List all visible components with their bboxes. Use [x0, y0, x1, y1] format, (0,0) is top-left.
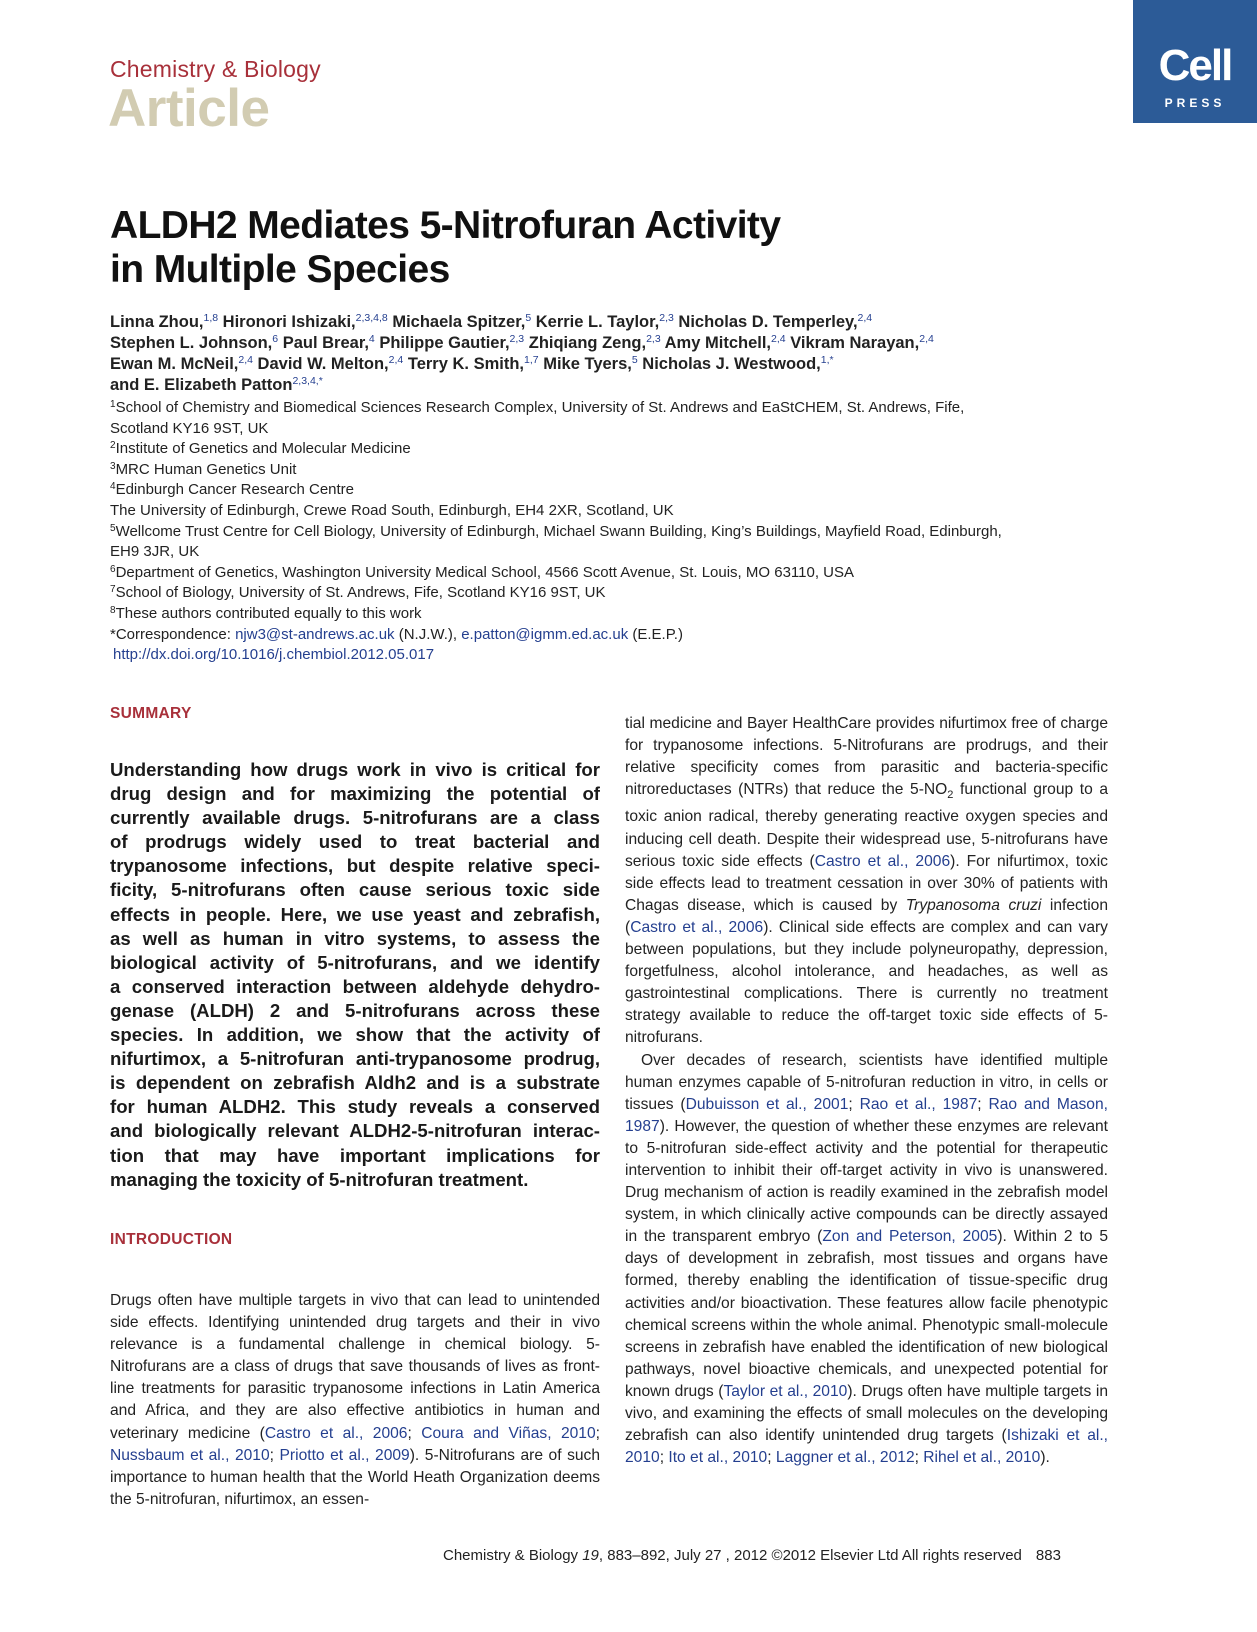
article-title [110, 204, 1010, 292]
citation-link[interactable]: Coura and Viñas, 2010 [421, 1424, 596, 1442]
affiliation-line [110, 480, 1110, 501]
paragraph: Over decades of research, scientists have identified multiple human enzymes capable of 5-nitrofuran reduction in vitro, in cells or tissues (Dubuisson et al., 2001; Rao et al., 1987; Rao and Mason, 1987). However, the question of whether these enzymes are relevant to 5-nitrofuran side-effect activity and the potential for therapeutic intervention to inhibit their off-target activity in vivo is unanswered. Drug mechanism of action is readily examined in the zebrafish model system, in which clinically active compounds can be directly assayed in the transparent embryo (Zon and Peterson, 2005). Within 2 to 5 days of development in zebrafish, most tissues and organs have formed, thereby enabling the identification of tissue-specific drug activities and/or bioactivation. These features allow facile phenotypic chemical screens within the whole animal. Phenotypic small-molecule screens in zebrafish have enabled the identification of new biological pathways, novel bioactive chemicals, and unexpected potential for known drugs (Taylor et al., 2010). Drugs often have multiple targets in vivo, and examining the effects of small molecules on the developing zebrafish can also identify unintended drug targets (Ishizaki et al., 2010; Ito et al., 2010; Laggner et al., 2012; Rihel et al., 2010). [625, 1051, 1108, 1467]
summary-line: Understanding how drugs work in vivo is critical for [110, 759, 600, 780]
author-affiliation-marker[interactable]: 2,4 [857, 312, 873, 324]
summary-line: a conserved interaction between aldehyde dehydro- [110, 975, 600, 997]
author-name: Ewan M. McNeil, [110, 355, 239, 373]
author-affiliation-marker[interactable]: 2,4 [238, 354, 253, 366]
author-affiliation-marker[interactable]: 1,* [820, 354, 834, 366]
author-affiliation-marker[interactable]: 2,3,4,* [292, 375, 323, 387]
right-column-body [625, 713, 1108, 1469]
citation-link[interactable]: Zon and Peterson, 2005 [822, 1228, 998, 1246]
logo-main-text: Cell [1158, 41, 1232, 90]
summary-body [110, 758, 600, 1192]
summary-line: and biologically relevant ALDH2-5-nitrofuran interac- [110, 1120, 600, 1142]
author-name: Linna Zhou, [110, 313, 204, 331]
author-line [110, 354, 1110, 375]
affiliation-number: 5 [110, 522, 116, 534]
summary-line: effects in people. Here, we use yeast and zebrafish, [110, 903, 600, 925]
author-affiliation-marker[interactable]: 2,3 [659, 312, 674, 324]
affiliation-line [110, 563, 1110, 584]
summary-line: biological activity of 5-nitrofurans, and we identify [110, 951, 600, 973]
citation-link[interactable]: Rao and Mason, 1987 [625, 1095, 1108, 1135]
affiliation-text: These authors contributed equally to this work [115, 604, 422, 622]
paragraph: Drugs often have multiple targets in vivo that can lead to unintended side effects. Identifying unintended drug targets and their in vivo relevance is a fundamental challenge in chemical biology. 5-Nitrofurans are a class of drugs that save thousands of lives as front-line treatments for parasitic trypanosome infections in Latin America and Africa, and they are also effective antibiotics in human and veterinary medicine (Castro et al., 2006; Coura and Viñas, 2010; Nussbaum et al., 2010; Priotto et al., 2009). 5-Nitrofurans are of such importance to human health that the World Heath Organization deems the 5-nitrofuran, nifurtimox, an essen- [110, 1292, 601, 1508]
author-list [110, 312, 1110, 396]
affiliation-number: 3 [110, 460, 116, 472]
affiliation-number: 1 [110, 399, 116, 410]
citation-link[interactable]: Rihel et al., 2010 [923, 1449, 1041, 1467]
author-name: Nicholas D. Temperley, [673, 313, 858, 331]
citation-link[interactable]: Laggner et al., 2012 [775, 1449, 915, 1467]
summary-line: of prodrugs widely used to treat bacterial and [110, 831, 600, 853]
summary-line: trypanosome infections, but despite relative speci- [110, 855, 600, 877]
affiliations [110, 398, 1110, 666]
author-affiliation-marker[interactable]: 2,4 [919, 333, 934, 345]
citation-link[interactable]: Taylor et al., 2010 [723, 1382, 848, 1400]
affiliation-line [110, 439, 1110, 460]
author-name: Mike Tyers, [538, 355, 632, 373]
author-line [110, 375, 1110, 396]
correspondence-line [110, 625, 1110, 646]
correspondence-initials: (E.E.P.) [628, 625, 683, 643]
summary-heading: SUMMARY [110, 705, 192, 722]
affiliation-number: 4 [110, 481, 116, 493]
affiliation-number: 7 [110, 584, 116, 596]
author-line [110, 333, 1110, 354]
author-affiliation-marker[interactable]: 4 [368, 333, 375, 345]
author-affiliation-marker[interactable]: 2,4 [388, 354, 404, 366]
citation-link[interactable]: Castro et al., 2006 [630, 918, 764, 936]
summary-line: as well as human in vitro systems, to assess the [110, 927, 600, 949]
citation-link[interactable]: Dubuisson et al., 2001 [685, 1095, 849, 1113]
summary-line: species. In addition, we show that the activity of [110, 1024, 600, 1046]
author-name: Michaela Spitzer, [387, 313, 526, 331]
author-affiliation-marker[interactable]: 1,8 [203, 312, 219, 324]
affiliation-text: School of Biology, University of St. Andrews, Fife, Scotland KY16 9ST, UK [115, 584, 606, 602]
author-name: Vikram Narayan, [785, 334, 920, 352]
author-name: Nicholas J. Westwood, [637, 355, 821, 373]
author-affiliation-marker[interactable]: 2,3 [509, 333, 525, 345]
author-name: and E. Elizabeth Patton [110, 376, 293, 394]
author-affiliation-marker[interactable]: 5 [631, 354, 638, 366]
paragraph: tial medicine and Bayer HealthCare provides nifurtimox free of charge for trypanosome infections. 5-Nitrofurans are prodrugs, and their relative specificity comes from parasitic and bacteria-specific nitroreductases (NTRs) that reduce the $5-NO_2$ functional group to a toxic anion radical, thereby generating reactive oxygen species and inducing cell death. Despite their widespread use, 5-nitrofurans have serious toxic side effects (Castro et al., 2006). For nifurtimox, toxic side effects lead to treatment cessation in over 30% of patients with Chagas disease, which is caused by Trypanosoma cruzi infection (Castro et al., 2006). Clinical side effects are complex and can vary between populations, but they include polyneuropathy, depression, forgetfulness, alcohol intolerance, and headaches, as well as gastrointestinal complications. There is currently no treatment strategy available to reduce the off-target toxic side effects of 5-nitrofurans. [625, 715, 1108, 1047]
footer-citation: , 883–892, July 27 , 2012 ©2012 Elsevier Ltd All rights reserved [598, 1547, 1022, 1564]
correspondence-label: *Correspondence: [110, 625, 236, 643]
citation-link[interactable]: Rao et al., 1987 [859, 1095, 978, 1113]
footer-volume: 19 [582, 1547, 599, 1564]
summary-line: is dependent on zebrafish Aldh2 and is a substrate [110, 1072, 600, 1094]
author-name: Terry K. Smith, [403, 355, 524, 373]
affiliation-text: Scotland KY16 9ST, UK [110, 419, 269, 437]
author-name: Zhiqiang Zeng, [524, 334, 647, 352]
citation-link[interactable]: Castro et al., 2006 [814, 852, 951, 870]
logo-sub-text: PRESS [1164, 96, 1226, 110]
author-name: Philippe Gautier, [374, 334, 510, 352]
author-name: Kerrie L. Taylor, [531, 313, 660, 331]
affiliation-text: EH9 3JR, UK [110, 543, 200, 561]
species-name: Trypanosoma cruzi [905, 896, 1042, 914]
author-name: Hironori Ishizaki, [218, 313, 356, 331]
affiliation-line [110, 542, 1110, 563]
doi-link[interactable]: http://dx.doi.org/10.1016/j.chembiol.2012.05.017 [113, 646, 435, 664]
citation-link[interactable]: Priotto et al., 2009 [279, 1446, 410, 1464]
affiliation-line [110, 583, 1110, 604]
summary-line: currently available drugs. 5-nitrofurans are a class [110, 807, 600, 829]
summary-line: ficity, 5-nitrofurans often cause serious toxic side [110, 879, 600, 901]
footer-journal: Chemistry & Biology [443, 1547, 583, 1564]
author-name: David W. Melton, [252, 355, 389, 373]
author-affiliation-marker[interactable]: 2,3,4,8 [355, 312, 388, 324]
summary-line: nifurtimox, a 5-nitrofuran anti-trypanosome prodrug, [110, 1048, 600, 1070]
summary-line: genase (ALDH) 2 and 5-nitrofurans across these [110, 999, 600, 1021]
affiliation-text: Edinburgh Cancer Research Centre [115, 481, 355, 499]
affiliation-text: MRC Human Genetics Unit [115, 460, 297, 478]
correspondence-initials: (N.J.W.), [394, 625, 462, 643]
citation-link[interactable]: Ito et al., 2010 [668, 1449, 768, 1467]
affiliation-text: The University of Edinburgh, Crewe Road South, Edinburgh, EH4 2XR, Scotland, UK [110, 501, 674, 519]
author-affiliation-marker[interactable]: 2,4 [771, 333, 786, 345]
citation-link[interactable]: Nussbaum et al., 2010 [110, 1446, 270, 1464]
author-line [110, 312, 1110, 333]
affiliation-line [110, 460, 1110, 481]
affiliation-line [110, 398, 1110, 419]
subscript: 2 [947, 789, 954, 802]
email-link-njw3[interactable]: njw3@st-andrews.ac.uk [235, 625, 395, 643]
page-number: 883 [1035, 1547, 1061, 1564]
page-footer [443, 1547, 1123, 1564]
affiliation-line [110, 522, 1110, 543]
summary-line: for human ALDH2. This study reveals a conserved [110, 1096, 600, 1118]
author-name: Amy Mitchell, [660, 334, 771, 352]
citation-link[interactable]: Ishizaki et al., 2010 [625, 1427, 1108, 1467]
author-name: Paul Brear, [278, 334, 369, 352]
author-affiliation-marker[interactable]: 5 [525, 312, 532, 324]
title-line: ALDH2 Mediates 5-Nitrofuran Activity [110, 204, 781, 247]
email-link-patton[interactable]: e.patton@igmm.ed.ac.uk [461, 625, 629, 643]
article-type-label: Article [108, 79, 270, 138]
affiliation-line [110, 419, 1110, 440]
introduction-body [110, 1290, 600, 1511]
cell-press-logo [1133, 0, 1257, 123]
affiliation-number: 6 [110, 563, 116, 575]
summary-line: managing the toxicity of 5-nitrofuran treatment. [110, 1168, 529, 1190]
author-affiliation-marker[interactable]: 2,3 [646, 333, 661, 345]
affiliation-number: 2 [110, 440, 116, 452]
affiliation-text: School of Chemistry and Biomedical Sciences Research Complex, University of St. Andrews and EaStCHEM, St. Andrews, Fife, [115, 399, 965, 416]
affiliation-line [110, 604, 1110, 625]
author-name: Stephen L. Johnson, [110, 334, 273, 352]
affiliation-number: 8 [110, 604, 116, 616]
journal-name: Chemistry & Biology [110, 56, 321, 82]
affiliation-text: Department of Genetics, Washington University Medical School, 4566 Scott Avenue, St. Louis, MO 63110, USA [115, 563, 854, 581]
title-line: in Multiple Species [110, 248, 450, 291]
summary-line: tion that may have important implications for [110, 1144, 600, 1166]
citation-link[interactable]: Castro et al., 2006 [264, 1424, 408, 1442]
affiliation-line [110, 501, 1110, 522]
introduction-heading: INTRODUCTION [110, 1231, 233, 1248]
author-affiliation-marker[interactable]: 1,7 [524, 354, 539, 366]
author-affiliation-marker[interactable]: 6 [272, 333, 279, 345]
affiliation-text: Wellcome Trust Centre for Cell Biology, University of Edinburgh, Michael Swann Building, King’s Buildings, Mayfield Road, Edinburgh, [115, 522, 1002, 540]
summary-line: drug design and for maximizing the potential of [110, 783, 600, 805]
affiliation-text: Institute of Genetics and Molecular Medicine [115, 440, 411, 458]
